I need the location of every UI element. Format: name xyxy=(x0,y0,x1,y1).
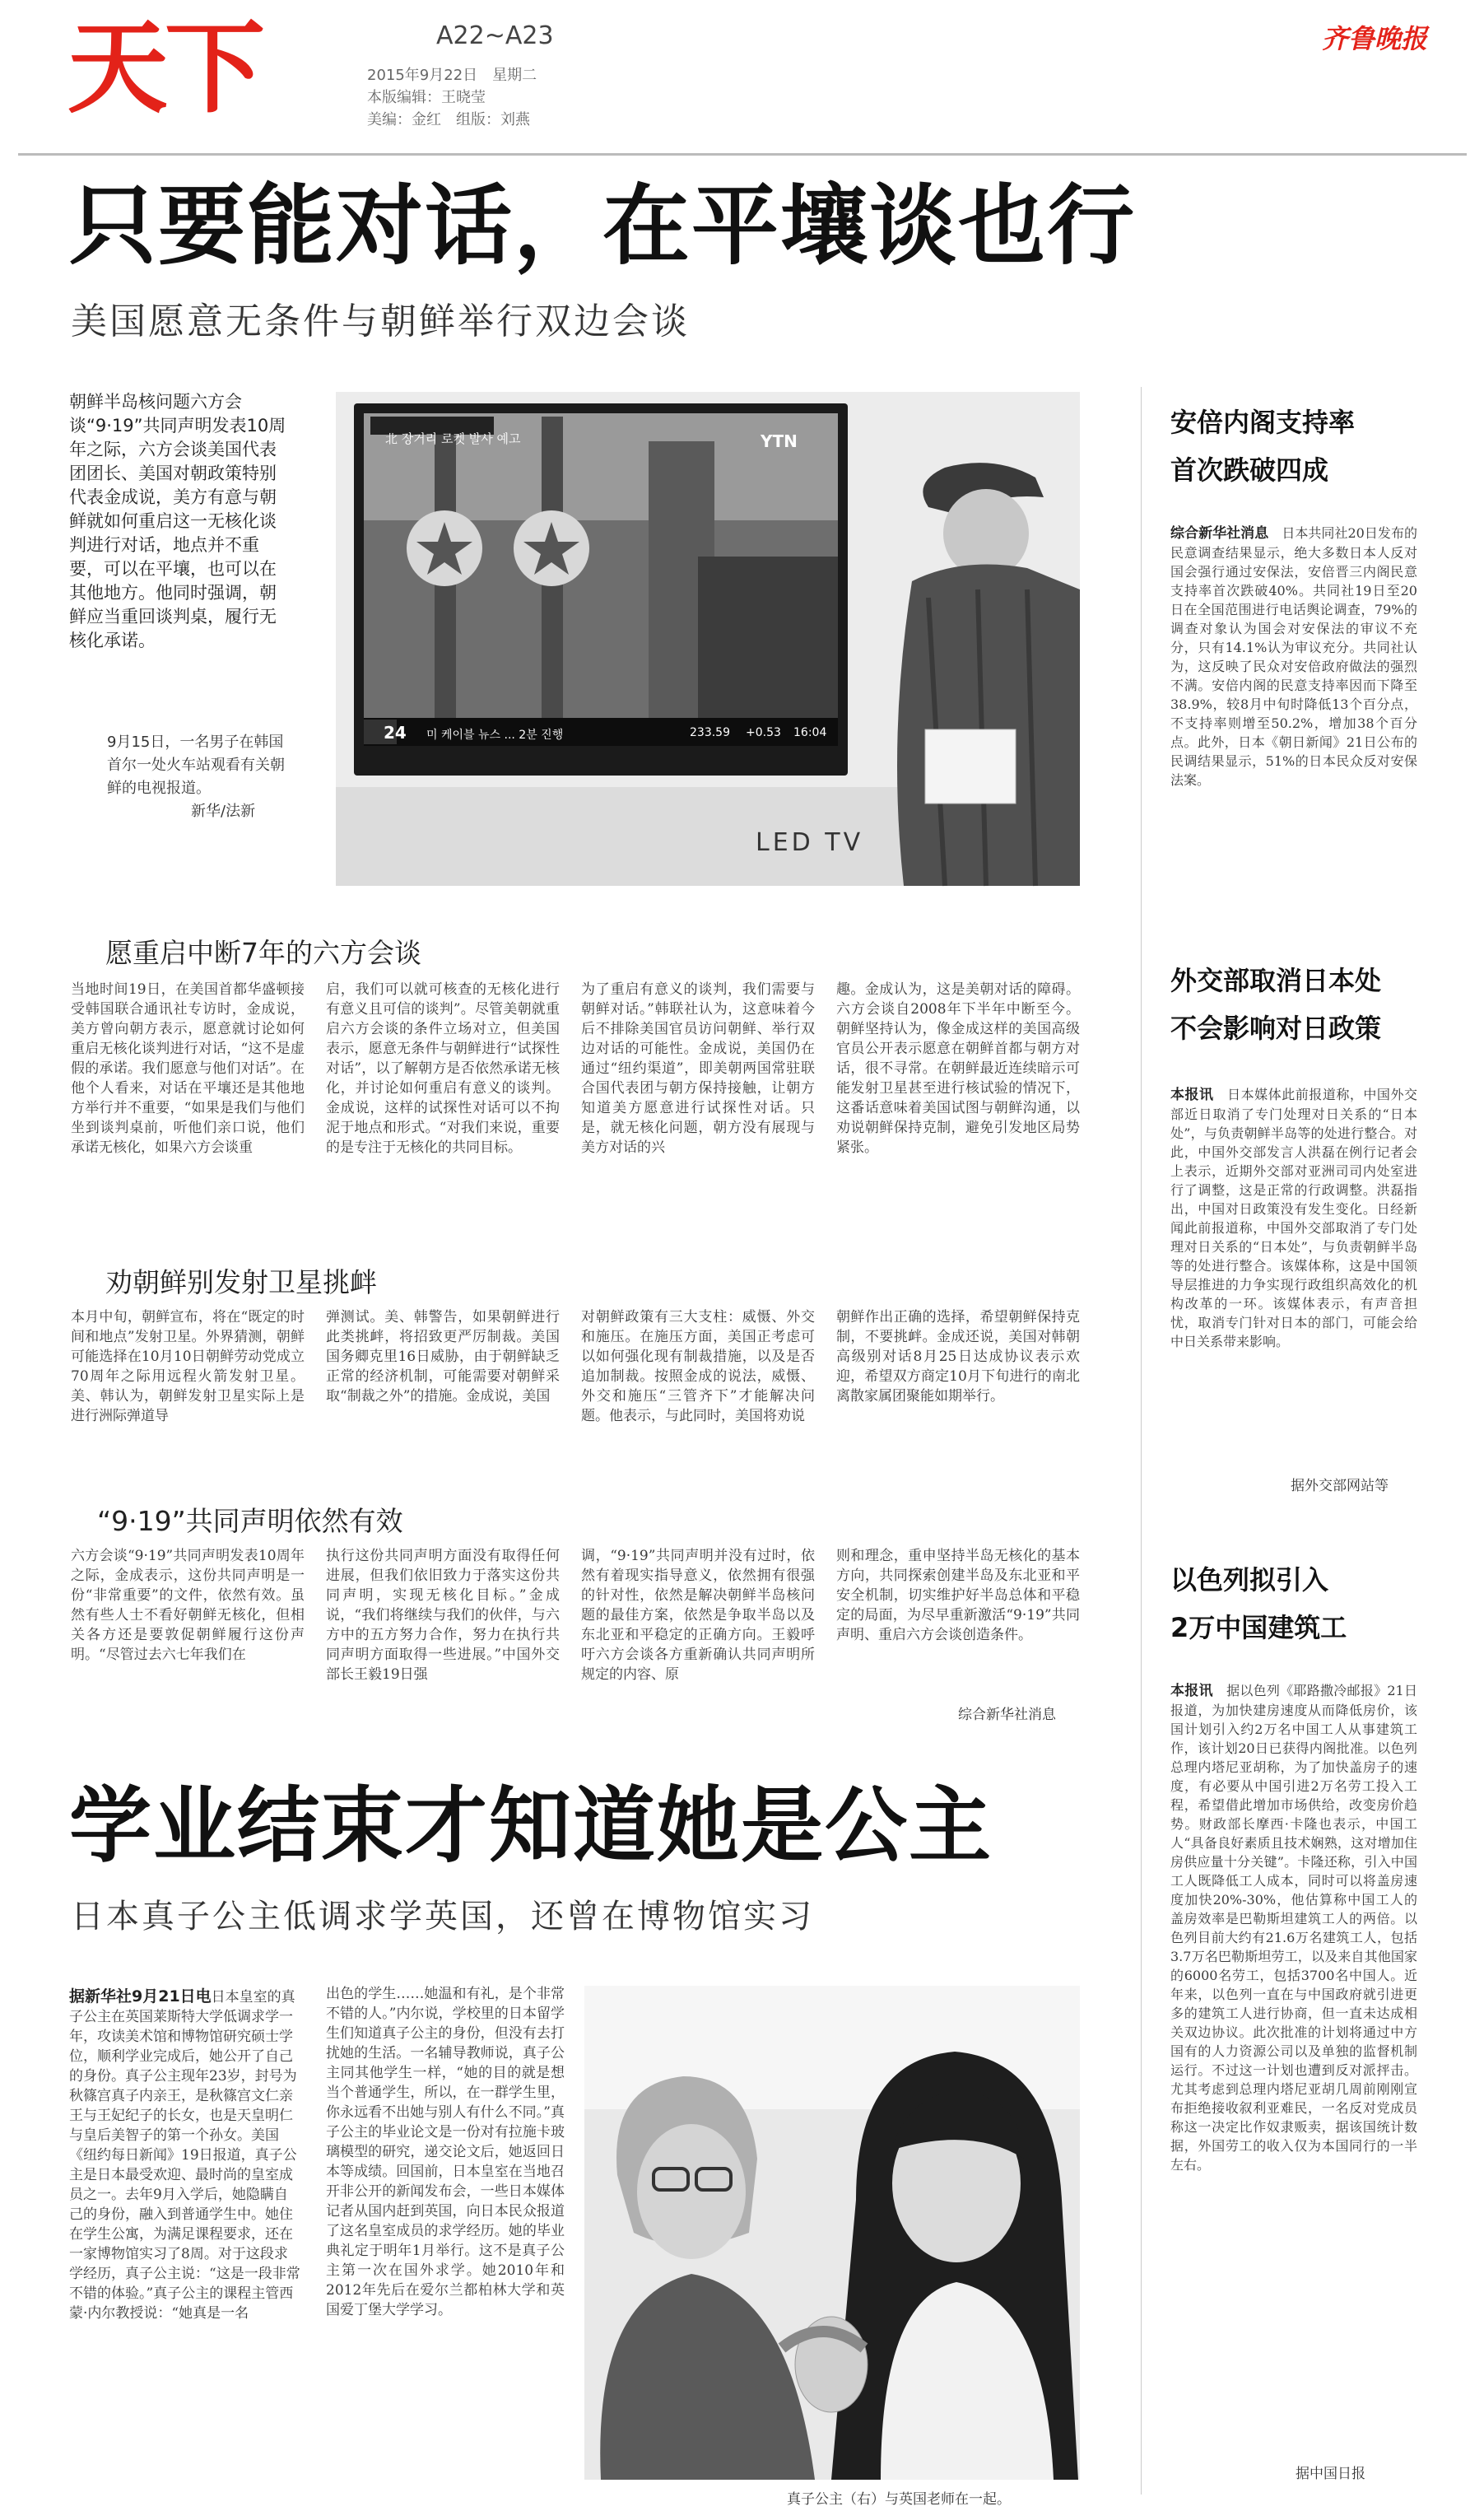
sidebar1-byline: 综合新华社消息 xyxy=(1170,525,1269,542)
tv-banner: 北 장거리 로켓 발사 예고 xyxy=(385,431,521,446)
section1-col-4: 趣。金成认为，这是美朝对话的障碍。六方会谈自2008年下半年中断至今。朝鲜坚持认为，像金成这样的美国高级官员公开表示愿意在朝鲜首都与朝方对话，很不寻常。在朝鲜最近连续暗示可能发射卫星甚至进行核试验的情况下，这番话意味着美国试图与朝鲜沟通，以劝说朝鲜保持克制，避免引发地区局势紧张。 xyxy=(836,981,1080,1156)
editor-credit: 本版编辑：王晓莹 xyxy=(367,89,486,106)
sidebar1-title-line-1: 安倍内阁支持率 xyxy=(1170,407,1356,438)
photo1-caption: 9月15日，一名男子在韩国首尔一处火车站观看有关朝鲜的电视报道。 xyxy=(107,734,285,797)
section1-title: 愿重启中断7年的六方会谈 xyxy=(105,937,421,969)
sidebar2-byline: 本报讯 xyxy=(1170,1087,1214,1103)
design-credit: 美编：金红 组版：刘燕 xyxy=(367,111,530,128)
princess-photo-illustration xyxy=(584,1986,1080,2480)
article2-col-1: 日本皇室的真子公主在英国莱斯特大学低调求学一年，攻读美术馆和博物馆研究硕士学位，顺利学业完成后，她公开了自己的身份。真子公主现年23岁，封号为秋篠宫真子内亲王，是秋篠宫文仁亲王与王妃纪子的长女，也是天皇明仁与皇后美智子的第一个孙女。美国《纽约每日新闻》19日报道，真子公主是日本最受欢迎、最时尚的皇室成员之一。去年9月入学后，她隐瞒自己的身份，融入到普通学生中。她住在学生公寓，为满足课程要求，还在一家博物馆实习了8周。对于这段求学经历，真子公主说：“这是一段非常不错的体验。”真子公主的课程主管西蒙·内尔教授说：“她真是一名 xyxy=(69,1989,300,2322)
page-numbers: A22~A23 xyxy=(436,21,554,50)
section2-col-4: 朝鲜作出正确的选择，希望朝鲜保持克制，不要挑衅。金成还说，美国对韩朝高级别对话8月25日达成协议表示欢迎，希望双方商定10月下旬进行的南北离散家属团聚能如期举行。 xyxy=(836,1309,1080,1405)
tv-photo-illustration xyxy=(336,392,1080,886)
sidebar-divider xyxy=(1141,387,1142,2495)
photo-princess xyxy=(584,1986,1080,2480)
tv-ticker-text: 미 케이블 뉴스 ... 2분 진행 xyxy=(426,729,564,742)
sidebar3-byline: 本报讯 xyxy=(1170,1683,1213,1699)
photo1-credit: 新华/法新 xyxy=(191,803,256,820)
headline-2: 学业结束才知道她是公主 xyxy=(69,1777,993,1874)
sidebar2-title xyxy=(1170,957,1381,1052)
sidebar1-title xyxy=(1170,398,1355,494)
photo-tv-station xyxy=(336,392,1080,886)
issue-date: 2015年9月22日 星期二 xyxy=(367,67,537,84)
sidebar2-body-wrap xyxy=(1170,1085,1417,1472)
section2-col-1: 本月中旬，朝鲜宣布，将在“既定的时间和地点”发射卫星。外界猜测，朝鲜可能选择在10月10日朝鲜劳动党成立70周年之际用远程火箭发射卫星。美、韩认为，朝鲜发射卫星实际上是进行洲际弹道导 xyxy=(71,1309,305,1424)
sidebar1-body: 日本共同社20日发布的民意调查结果显示，绝大多数日本人反对国会强行通过安保法，安倍晋三内阁民意支持率首次跌破40%。共同社19日至20日在全国范围进行电话舆论调查，79%的调查对象认为国会对安保法的审议不充分，只有14.1%认为审议充分。共同社认为，这反映了民众对安倍政府做法的强烈不满。安倍内阁的民意支持率因而下降至38.9%，较8月中旬时降低13个百分点，不支持率则增至50.2%，增加38个百分点。此外，日本《朝日新闻》21日公布的民调结果显示，51%的日本民众反对安保法案。 xyxy=(1170,525,1417,788)
subhead-1: 美国愿意无条件与朝鲜举行双边会谈 xyxy=(71,300,690,342)
section2-title: 劝朝鲜别发射卫星挑衅 xyxy=(105,1266,377,1298)
photo2-caption: 真子公主（右）与英国老师在一起。 xyxy=(787,2491,1011,2508)
sidebar1-title-line-2: 首次跌破四成 xyxy=(1170,454,1329,486)
article2-col-2: 出色的学生……她温和有礼，是个非常不错的人。”内尔说，学校里的日本留学生们知道真子公主的身份，但没有去打扰她的生活。一名辅导教师说，真子公主同其他学生一样，“她的目的就是想当个普通学生，所以，在一群学生里，你永远看不出她与别人有什么不同。”真子公主的毕业论文是一份对有拉施卡玻璃模型的研究，递交论文后，她返回日本等成绩。回国前，日本皇室在当地召开非公开的新闻发布会，一些日本媒体记者从国内赶到英国，向日本民众报道了这名皇室成员的求学经历。她的毕业典礼定于明年1月举行。这不是真子公主第一次在国外求学。她2010年和2012年先后在爱尔兰都柏林大学和英国爱丁堡大学学习。 xyxy=(326,1986,565,2318)
subhead-2: 日本真子公主低调求学英国，还曾在博物馆实习 xyxy=(71,1898,814,1936)
masthead-rule xyxy=(18,153,1467,156)
section1-col-3: 为了重启有意义的谈判，我们需要与朝鲜对话。”韩联社认为，这意味着今后不排除美国官员访问朝鲜、举行双边对话的可能性。金成说，美国仍在通过“纽约渠道”，即美朝两国常驻联合国代表团与朝方保持接触，让朝方知道美方愿意进行试探性对话。只是，就无核化问题，朝方没有展现与美方对话的兴 xyxy=(581,981,815,1156)
sidebar2-title-line-2: 不会影响对日政策 xyxy=(1170,1013,1382,1044)
sidebar3-title-line-2: 2万中国建筑工 xyxy=(1170,1612,1347,1643)
section-title: 天下 xyxy=(67,10,262,127)
section2-col-3: 对朝鲜政策有三大支柱：威慑、外交和施压。在施压方面，美国正考虑可以如何强化现有制裁措施，以及是否追加制裁。按照金成的说法，威慑、外交和施压“三管齐下”才能解决问题。他表示，与此同时，美国将劝说 xyxy=(581,1309,815,1424)
sidebar2-title-line-1: 外交部取消日本处 xyxy=(1170,965,1382,996)
section3-col-3: 调，“9·19”共同声明并没有过时，依然有着现实指导意义，依然拥有很强的针对性，依然是解决朝鲜半岛核问题的最佳方案，依然是争取半岛以及东北亚和平稳定的正确方向。王毅呼吁六方会谈各方重新确认共同声明所规定的内容、原 xyxy=(581,1548,815,1683)
section1-col-1: 当地时间19日，在美国首都华盛顿接受韩国联合通讯社专访时，金成说，美方曾向朝方表示，愿意就讨论如何重启无核化谈判进行对话，“这不是虚假的承诺。我们愿意与他们对话”。在他个人看来，对话在平壤还是其他地方举行并不重要，“如果是我们与他们坐到谈判桌前，听他们亲口说，他们承诺无核化，如果六方会谈重 xyxy=(71,981,305,1156)
tv-channel-logo: YTN xyxy=(761,431,798,451)
sidebar3-body: 据以色列《耶路撒冷邮报》21日报道，为加快建房速度从而降低房价，该国计划引入约2万名中国工人从事建筑工作，该计划20日已获得内阁批准。以色列总理内塔尼亚胡称，为了加快盖房子的速度，有必要从中国引进2万名劳工投入工程，希望借此增加市场供给，改变房价趋势。财政部长摩西·卡隆也表示，中国工人“具备良好素质且技术娴熟，这对增加住房供应量十分关键”。卡隆还称，引入中国工人既降低工人成本，同时可以将盖房速度加快20%-30%，他估算称中国工人的盖房效率是巴勒斯坦建筑工人的两倍。以色列目前大约有21.6万名建筑工人，包括3.7万名巴勒斯坦劳工，以及来自其他国家的6000名劳工，包括3700名中国人。近年来，以色列一直在与中国政府就引进更多的建筑工人进行协商，但一直未达成相关双边协议。此次批准的计划将通过中方国有的人力资源公司以及单独的监督机制运行。不过这一计划也遭到反对派抨击。尤其考虑到总理内塔尼亚胡几周前刚刚宣布拒绝接收叙利亚难民，一名反对党成员称这一决定比作奴隶贩卖，据该国统计数据，外国劳工的收入仅为本国同行的一半左右。 xyxy=(1170,1683,1417,2173)
article2-dateline: 据新华社9月21日电 xyxy=(69,1987,212,2006)
section3-col-2: 执行这份共同声明方面没有取得任何进展，但我们依旧致力于落实这份共同声明，实现无核化目标。”金成说，“我们将继续与我们的伙伴，与六方中的五方努力合作，努力在执行共同声明方面取得一些进展。”中国外交部长王毅19日强 xyxy=(326,1548,560,1683)
sidebar3-title xyxy=(1170,1556,1347,1651)
sidebar2-body: 日本媒体此前报道称，中国外交部近日取消了专门处理对日关系的“日本处”，与负责朝鲜半岛等的处进行整合。对此，中国外交部发言人洪磊在例行记者会上表示，近期外交部对亚洲司司内处室进行了调整，这是正常的行政调整。洪磊指出，中国对日政策没有发生变化。日经新闻此前报道称，中国外交部取消了专门处理对日关系的“日本处”，与负责朝鲜半岛等的处进行整合。该媒体称，这是中国领导层推进的力争实现行政组织高效化的机构改革的一环。该媒体表示，有声音担忧，取消专门针对日本的部门，可能会给中日关系带来影响。 xyxy=(1170,1087,1417,1349)
tv-brand: LED TV xyxy=(756,828,864,857)
section3-col-1: 六方会谈“9·19”共同声明发表10周年之际，金成表示，这份共同声明是一份“非常重要”的文件，依然有效。虽然有些人士不看好朝鲜无核化，但相关各方还是要敦促朝鲜履行这份声明。“尽管过去六七年我们在 xyxy=(71,1548,305,1663)
newspaper-logo: 齐鲁晚报 xyxy=(1322,23,1428,54)
sidebar2-source: 据外交部网站等 xyxy=(1291,1478,1389,1494)
sidebar3-body-wrap xyxy=(1170,1681,1417,2447)
sidebar3-title-line-1: 以色列拟引入 xyxy=(1170,1564,1329,1596)
tv-stat-2: +0.53 xyxy=(746,726,781,739)
masthead-meta xyxy=(367,64,537,131)
sidebar1-body-wrap xyxy=(1170,524,1417,925)
tv-stat-1: 233.59 xyxy=(690,726,730,739)
section3-col-4: 则和理念，重申坚持半岛无核化的基本方向，共同探索创建半岛及东北亚和平安全机制，切实维护好半岛总体和平稳定的局面，为尽早重新激活“9·19”共同声明、重启六方会谈创造条件。 xyxy=(836,1548,1080,1643)
sidebar3-source: 据中国日报 xyxy=(1296,2466,1365,2482)
tv-ticker-number: 24 xyxy=(384,723,407,743)
tv-clock: 16:04 xyxy=(793,726,827,739)
section3-title: “9·19”共同声明依然有效 xyxy=(97,1505,403,1537)
section2-col-2: 弹测试。美、韩警告，如果朝鲜进行此类挑衅，将招致更严厉制裁。美国国务卿克里16日威胁，由于朝鲜缺乏正常的经济机制，可能需要对朝鲜采取“制裁之外”的措施。金成说，美国 xyxy=(326,1309,560,1405)
article2-col-1-wrap xyxy=(69,1984,301,2486)
article1-lead: 朝鲜半岛核问题六方会谈“9·19”共同声明发表10周年之际，六方会谈美国代表团团长、美国对朝政策特别代表金成说，美方有意与朝鲜就如何重启这一无核化谈判进行对话，地点并不重要，可以在平壤，也可以在其他地方。他同时强调，朝鲜应当重回谈判桌，履行无核化承诺。 xyxy=(69,392,286,650)
headline-1: 只要能对话，在平壤谈也行 xyxy=(69,175,1136,277)
article1-source: 综合新华社消息 xyxy=(958,1707,1056,1723)
section1-col-2: 启，我们可以就可核查的无核化进行有意义且可信的谈判”。尽管美朝就重启六方会谈的条件立场对立，但美国表示，愿意无条件与朝鲜进行“试探性对话”，以了解朝方是否依然承诺无核化，并讨论如何重启有意义的谈判。金成说，这样的试探性对话可以不拘泥于地点和形式。“对我们来说，重要的是专注于无核化的共同目标。 xyxy=(326,981,560,1156)
